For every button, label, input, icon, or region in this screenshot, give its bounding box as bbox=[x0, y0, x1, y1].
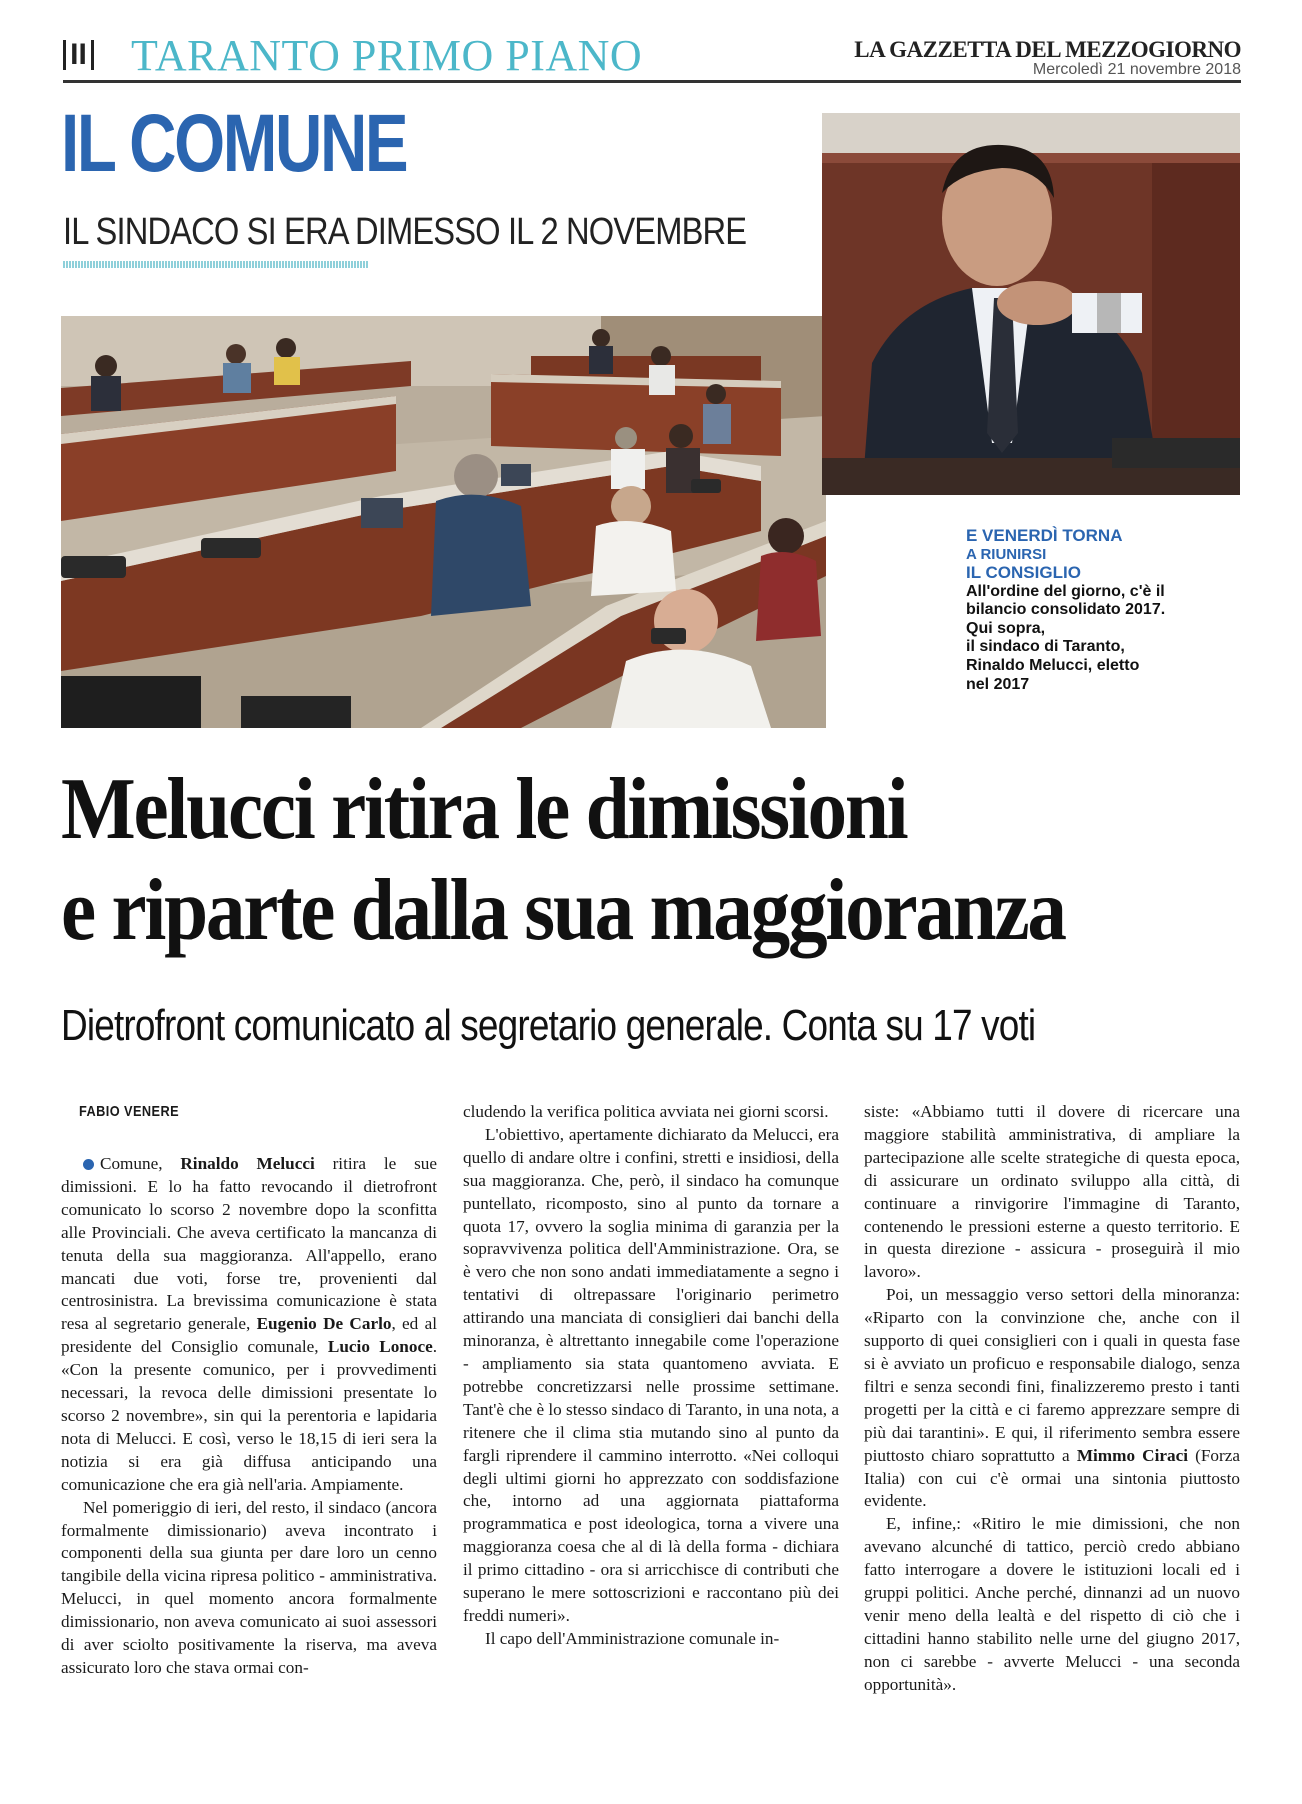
caption-line-1: All'ordine del giorno, c'è il bbox=[966, 582, 1165, 600]
council-chamber-photo bbox=[61, 316, 826, 728]
section-title: TARANTO PRIMO PIANO bbox=[131, 31, 643, 80]
caption-heading-2: A RIUNIRSI bbox=[966, 545, 1047, 563]
kicker-underline bbox=[63, 261, 368, 268]
caption-heading-3: IL CONSIGLIO bbox=[966, 563, 1081, 583]
caption-line-5: Rinaldo Melucci, eletto bbox=[966, 657, 1140, 675]
headline bbox=[61, 759, 1251, 961]
article-paragraph-5: Il capo dell'Amministrazione comunale in- bbox=[485, 1628, 780, 1648]
text-run: (Forza Italia) con cui c'è ormai una sintonia piuttosto evidente. bbox=[864, 1445, 1240, 1511]
mayor-portrait-illustration bbox=[822, 113, 1240, 495]
kicker-subtitle: IL SINDACO SI ERA DIMESSO IL 2 NOVEMBRE bbox=[63, 211, 747, 253]
text-run: , ed al presidente del Consiglio comunale, bbox=[61, 1314, 437, 1357]
person-name: Rinaldo Melucci bbox=[180, 1154, 315, 1173]
kicker-title: IL COMUNE bbox=[61, 98, 407, 189]
section-number: II bbox=[63, 40, 94, 70]
caption-line-2: bilancio consolidato 2017. bbox=[966, 601, 1166, 619]
person-name: Mimmo Ciraci bbox=[1076, 1445, 1188, 1465]
caption-line-4: il sindaco di Taranto, bbox=[966, 638, 1125, 656]
article-paragraph-6: siste: «Abbiamo tutti il dovere di ricercare una maggiore stabilità amministrativa, di ampliare la partecipazione alle scelte strategiche di questa epoca, di assicurare un ordinato sviluppo alla città, di continuare a rinvigorire l'immagine di Taranto, contenendo le pressioni esterne a questo territorio. E in questa direzione - assicura - proseguirà il mio lavoro». bbox=[864, 1102, 1240, 1282]
article-column-2 bbox=[463, 1101, 839, 1761]
mayor-portrait-photo bbox=[822, 113, 1240, 495]
article-column-3 bbox=[864, 1101, 1240, 1761]
article-paragraph-7 bbox=[864, 1284, 1240, 1513]
subheadline: Dietrofront comunicato al segretario generale. Conta su 17 voti bbox=[61, 1001, 1036, 1050]
newspaper-name: LA GAZZETTA DEL MEZZOGIORNO bbox=[854, 37, 1241, 62]
headline-line-2: e riparte dalla sua maggioranza bbox=[61, 862, 1065, 959]
issue-date: Mercoledì 21 novembre 2018 bbox=[1032, 61, 1241, 78]
article-paragraph-8: E, infine,: «Ritiro le mie dimissioni, che non avevano alcunché di tattico, perciò credo abbiano fatto interrogare a dovere le istituzioni locali ed i gruppi politici. Anche perché, dinnanzi ad un nuovo venir meno della lealtà e del rispetto di ciò che i cittadini hanno stabilito nelle urne del giugno 2017, non ci sarebbe - avverte Melucci - una seconda opportunità». bbox=[864, 1514, 1240, 1694]
article-paragraph-2: Nel pomeriggio di ieri, del resto, il sindaco (ancora formalmente dimissionario) aveva incontrato i componenti della sua giunta per dare loro un cenno tangibile della vicina ripresa politico - amministrativa. Melucci, in quel momento ancora formalmente dimissionario, non aveva comunicato ai suoi assessori di aver sciolto positivamente la riserva, ma aveva assicurato loro che stava ormai con- bbox=[61, 1497, 437, 1677]
article-paragraph-1 bbox=[61, 1153, 437, 1497]
article-paragraph-4: L'obiettivo, apertamente dichiarato da Melucci, era quello di andare oltre i confini, stretti e insidiosi, della sua maggioranza. Che, però, il sindaco ha comunque puntellato, ricomposto, sino al punto da tornare a quota 17, ovvero la soglia minima di garanzia per la sopravvivenza politica dell'Amministrazione. Ora, se è vero che non sono andati immediatamente a segno i tentativi di oltrepassare l'originario perimetro attirando una manciata di consiglieri dai banchi della minoranza, è altrettanto innegabile come l'operazione - ampliamento sia stata quantomeno avviata. E potrebbe concretizzarsi nelle prossime settimane. Tant'è che è lo stesso sindaco di Taranto, in una nota, a ritenere che il clima stia mutando sino al punto da fargli riprendere il cammino interrotto. «Nei colloqui degli ultimi giorni ho apprezzato con soddisfazione che, intorno ad una aggiornata piattaforma programmatica e post ideologica, torna a vivere una maggioranza coesa che al di là della forma - dichiara il primo cittadino - ora si arricchisce di contributi che superano le mere sottoscrizioni e raccontano più dei freddi numeri». bbox=[463, 1124, 839, 1625]
text-run: Comune, bbox=[100, 1154, 181, 1173]
council-chamber-illustration bbox=[61, 316, 826, 728]
person-name: Lucio Lonoce bbox=[327, 1337, 433, 1357]
photo-caption bbox=[966, 526, 1216, 694]
header-rule bbox=[63, 80, 1241, 83]
person-name: Eugenio De Carlo bbox=[256, 1314, 392, 1334]
byline: FABIO VENERE bbox=[79, 1103, 180, 1120]
caption-heading-1: E VENERDÌ TORNA bbox=[966, 526, 1123, 545]
text-run: Poi, un messaggio verso settori della minoranza: «Riparto con la convinzione che, anche con il supporto di quei consiglieri con i quali in questa fase si è avviato un proficuo e responsabile dialogo, senza filtri e senza secondi fini, finalizzeremo presto i tanti progetti per la città e ci faremo apprezzare sempre di più dai tarantini». E qui, il riferimento sembra essere piuttosto chiaro soprattutto a bbox=[864, 1285, 1240, 1465]
article-column-1 bbox=[61, 1101, 437, 1761]
article-paragraph-3: cludendo la verifica politica avviata nei giorni scorsi. bbox=[463, 1102, 829, 1121]
caption-line-3: Qui sopra, bbox=[966, 619, 1046, 637]
headline-line-1: Melucci ritira le dimissioni bbox=[61, 761, 907, 858]
text-run: . «Con la presente comunico, per i provvedimenti necessari, la revoca delle dimissioni presentate lo scorso 2 novembre», sin qui la perentoria e lapidaria nota di Melucci. E così, verso le 18,15 di ieri sera la notizia si era già diffusa anticipando una comunicazione che era già nell'aria. Ampiamente. bbox=[61, 1337, 437, 1494]
bullet-dot-icon bbox=[83, 1159, 94, 1170]
caption-line-6: nel 2017 bbox=[966, 675, 1030, 693]
text-run: ritira le sue dimissioni. E lo ha fatto revocando il dietrofront comunicato lo scorso 2 novembre dopo la sconfitta alle Provinciali. Che aveva certificato la mancanza di tenuta della sua maggioranza. All'appello, erano mancati due voti, forse tre, provenienti dal centrosinistra. La brevissima comunicazione è stata resa al segretario generale, bbox=[61, 1154, 437, 1334]
